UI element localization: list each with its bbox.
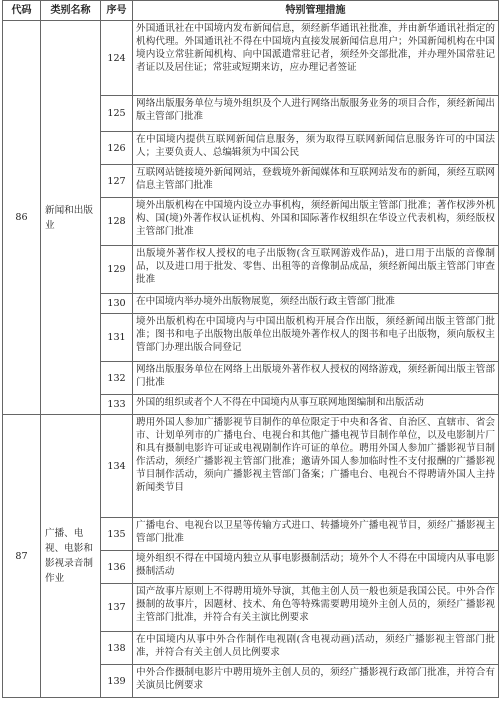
table-header-row [3,1,499,21]
row-seq: 133 [101,395,133,415]
row-seq: 135 [101,518,133,551]
row-seq: 131 [101,314,133,362]
row-measure: 出版境外著作权人授权的电子出版物(含互联网游戏作品)，进口用于出版的音像制品，以及进口用于批发、零售、出租等的音像制品成品，须经新闻出版主管部门审查批准 [133,246,499,294]
row-seq: 137 [101,584,133,632]
row-seq: 129 [101,246,133,294]
header-seq: 序号 [101,1,133,21]
row-seq: 125 [101,96,133,132]
special-measures-table [2,0,499,698]
row-seq: 124 [101,21,133,96]
header-code: 代码 [3,1,41,21]
row-measure: 广播电台、电视台以卫星等传输方式进口、转播境外广播电视节目，须经广播影视主管部门批准 [133,518,499,551]
row-measure: 外国的组织或者个人不得在中国境内从事互联网地图编制和出版活动 [133,395,499,415]
row-seq: 134 [101,415,133,518]
header-measures: 特别管理措施 [133,1,499,21]
row-seq: 136 [101,551,133,584]
row-measure: 境外出版机构在中国境内设立办事机构，须经新闻出版主管部门批准；著作权涉外机构、国(境)外著作权认证机构、外国和国际著作权组织在华设立代表机构，须经版权主管部门批准 [133,198,499,246]
row-measure: 网络出版服务单位与境外组织及个人进行网络出版服务业务的项目合作，须经新闻出版主管部门批准 [133,96,499,132]
row-measure: 互联网站链接境外新闻网站，登载境外新闻媒体和互联网站发布的新闻，须经互联网信息主管部门批准 [133,165,499,198]
table-row [3,21,499,96]
row-measure: 中外合作摄制电影片中聘用境外主创人员的，须经广播影视行政部门批准，并符合有关演员比例要求 [133,665,499,698]
row-seq: 139 [101,665,133,698]
row-measure: 聘用外国人参加广播影视节目制作的单位限定于中央和各省、自治区、直辖市、省会市、计划单列市的广播电台、电视台和其他广播电视节目制作单位，以及电影制片厂和具有摄制电影许可证或电视剧制作许可证的单位。聘用外国人参加广播影视节目制作活动，须经广播影视主管部门批准；邀请外国人参加临时性不支付报酬的广播影视节目制作活动，须向广播影视主管部门备案；广播电台、电视台不得聘请外国人主持新闻类节目 [133,415,499,518]
row-measure: 在中国境内从事中外合作制作电视剧(含电视动画)活动，须经广播影视主管部门批准，并符合有关主创人员比例要求 [133,632,499,665]
row-measure: 网络出版服务单位在网络上出版境外著作权人授权的网络游戏，须经新闻出版主管部门批准 [133,362,499,395]
industry-code-86: 86 [3,21,41,415]
industry-category-broadcasting-film: 广播、电视、电影和影视录音制作业 [41,415,101,698]
row-seq: 138 [101,632,133,665]
row-seq: 130 [101,294,133,314]
row-measure: 国产故事片原则上不得聘用境外导演，其他主创人员一般也须是我国公民。中外合作摄制的故事片，因题材、技术、角色等特殊需要聘用境外主创人员的，须经广播影视主管部门批准，并符合有关主演比例要求 [133,584,499,632]
industry-code-87: 87 [3,415,41,698]
row-measure: 在中国境内提供互联网新闻信息服务，须为取得互联网新闻信息服务许可的中国法人；主要负责人、总编辑须为中国公民 [133,132,499,165]
row-measure: 境外出版机构在中国境内与中国出版机构开展合作出版，须经新闻出版主管部门批准；图书和电子出版物出版单位出版境外著作权人的图书和电子出版物，须向版权主管部门办理出版合同登记 [133,314,499,362]
table-row [3,415,499,518]
row-measure: 外国通讯社在中国境内发布新闻信息，须经新华通讯社批准，并由新华通讯社指定的机构代理。外国通讯社不得在中国境内直接发展新闻信息用户；外国新闻机构在中国境内设立常驻新闻机构、向中国派遣常驻记者，须经外交部批准，并办理外国常驻记者证以及居住证；常驻或短期来访，应办理记者签证 [133,21,499,96]
industry-category-news-publishing: 新闻和出版业 [41,21,101,415]
header-category: 类别名称 [41,1,101,21]
row-seq: 126 [101,132,133,165]
row-seq: 132 [101,362,133,395]
row-measure: 在中国境内举办境外出版物展览，须经出版行政主管部门批准 [133,294,499,314]
row-seq: 127 [101,165,133,198]
row-seq: 128 [101,198,133,246]
row-measure: 境外组织不得在中国境内独立从事电影摄制活动；境外个人不得在中国境内从事电影摄制活动 [133,551,499,584]
